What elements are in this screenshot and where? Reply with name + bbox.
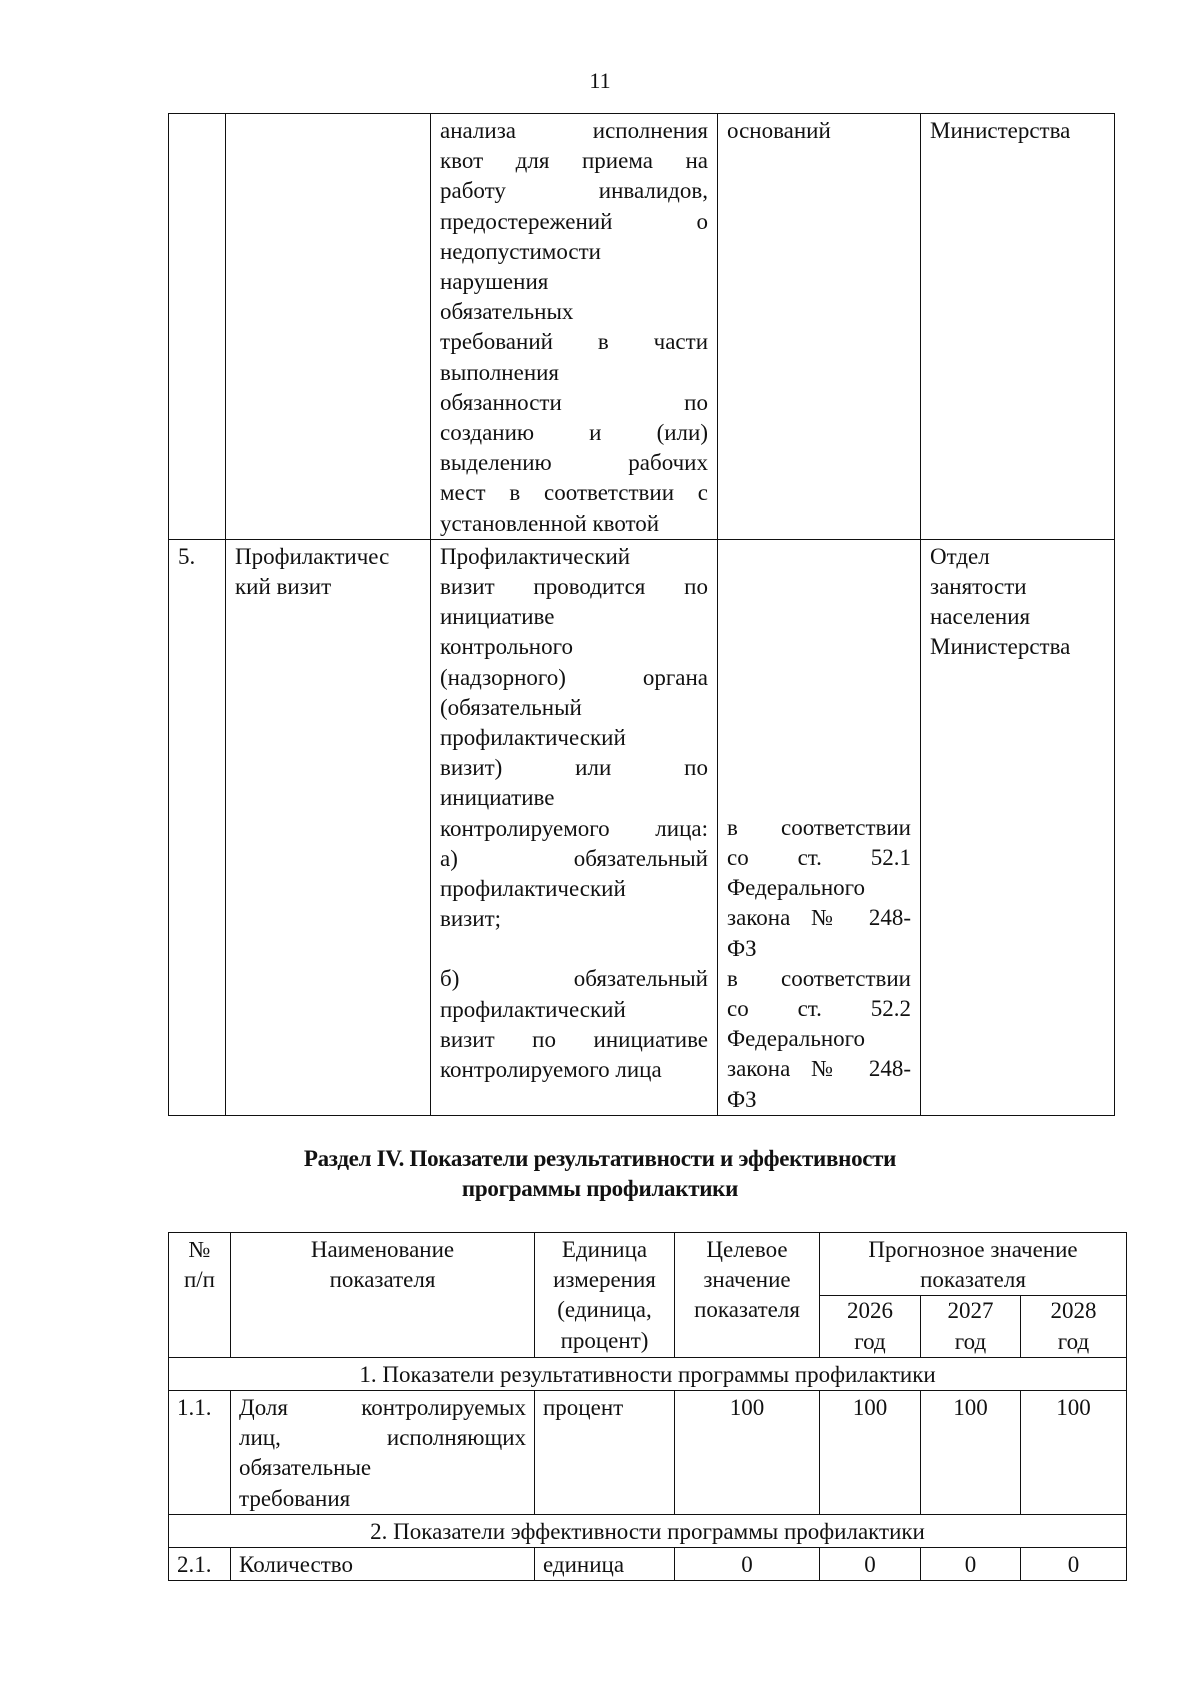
header-forecast: Прогнозное значение показателя bbox=[820, 1233, 1127, 1296]
header-unit: Единица измерения (единица, процент) bbox=[535, 1233, 675, 1358]
header-name: Наименование показателя bbox=[231, 1233, 535, 1358]
table-row-1-1 bbox=[169, 1391, 1127, 1515]
prevention-measures-table bbox=[168, 113, 1115, 1116]
header-year-2027: 2027 год bbox=[921, 1296, 1021, 1357]
group-title: 1. Показатели результативности программы профилактики bbox=[169, 1357, 1127, 1390]
measure-description-cell: анализа исполнения квот для приема на работу инвалидов, предостережений о недопустимости нарушения обязательных требований в части выполнения обязанности по созданию и (или) выделению рабочих мест в соответствии с установленной квотой bbox=[431, 114, 718, 540]
name-cell bbox=[226, 114, 431, 540]
forecast-2027: 0 bbox=[921, 1548, 1021, 1581]
header-num: № п/п bbox=[169, 1233, 231, 1358]
responsible-cell: Министерства bbox=[921, 114, 1115, 540]
num-cell bbox=[169, 114, 226, 540]
forecast-2028: 0 bbox=[1021, 1548, 1127, 1581]
indicator-name: Доля контролируемых лиц, исполняющих обязательные требования bbox=[231, 1391, 535, 1515]
measure-name-cell: Профилактичес кий визит bbox=[226, 539, 431, 1115]
group-row-1 bbox=[169, 1357, 1127, 1390]
forecast-2027: 100 bbox=[921, 1391, 1021, 1515]
group-row-2 bbox=[169, 1514, 1127, 1547]
page-number: 11 bbox=[589, 68, 611, 93]
indicator-target: 0 bbox=[675, 1548, 820, 1581]
measure-description-cell: Профилактический визит проводится по инициативе контрольного (надзорного) органа (обязательный профилактический визит) или по инициативе контролируемого лица: а) обязательный профилактический визит; б) обязательный профилактический визит по инициативе контролируемого лица bbox=[431, 539, 718, 1115]
indicators-table bbox=[168, 1232, 1127, 1581]
row-number: 1.1. bbox=[169, 1391, 231, 1515]
table-row-continuation bbox=[169, 114, 1115, 540]
header-target: Целевое значение показателя bbox=[675, 1233, 820, 1358]
legal-basis-cell: в соответствии со ст. 52.1 Федерального закона № 248- ФЗ в соответствии со ст. 52.2 Федерального закона № 248- ФЗ bbox=[718, 539, 921, 1115]
section-heading: Раздел IV. Показатели результативности и эффективности программы профилактики bbox=[303, 1146, 897, 1201]
indicator-target: 100 bbox=[675, 1391, 820, 1515]
header-year-2026: 2026 год bbox=[820, 1296, 921, 1357]
basis-cell: оснований bbox=[718, 114, 921, 540]
forecast-2026: 0 bbox=[820, 1548, 921, 1581]
group-title: 2. Показатели эффективности программы профилактики bbox=[169, 1514, 1127, 1547]
indicator-name: Количество bbox=[231, 1548, 535, 1581]
table-row-2-1 bbox=[169, 1548, 1127, 1581]
table-row-5 bbox=[169, 539, 1115, 1115]
row-number: 5. bbox=[169, 539, 226, 1115]
header-row bbox=[169, 1233, 1127, 1296]
header-year-2028: 2028 год bbox=[1021, 1296, 1127, 1357]
indicator-unit: процент bbox=[535, 1391, 675, 1515]
indicator-unit: единица bbox=[535, 1548, 675, 1581]
responsible-unit-cell: Отдел занятости населения Министерства bbox=[921, 539, 1115, 1115]
forecast-2028: 100 bbox=[1021, 1391, 1127, 1515]
row-number: 2.1. bbox=[169, 1548, 231, 1581]
forecast-2026: 100 bbox=[820, 1391, 921, 1515]
